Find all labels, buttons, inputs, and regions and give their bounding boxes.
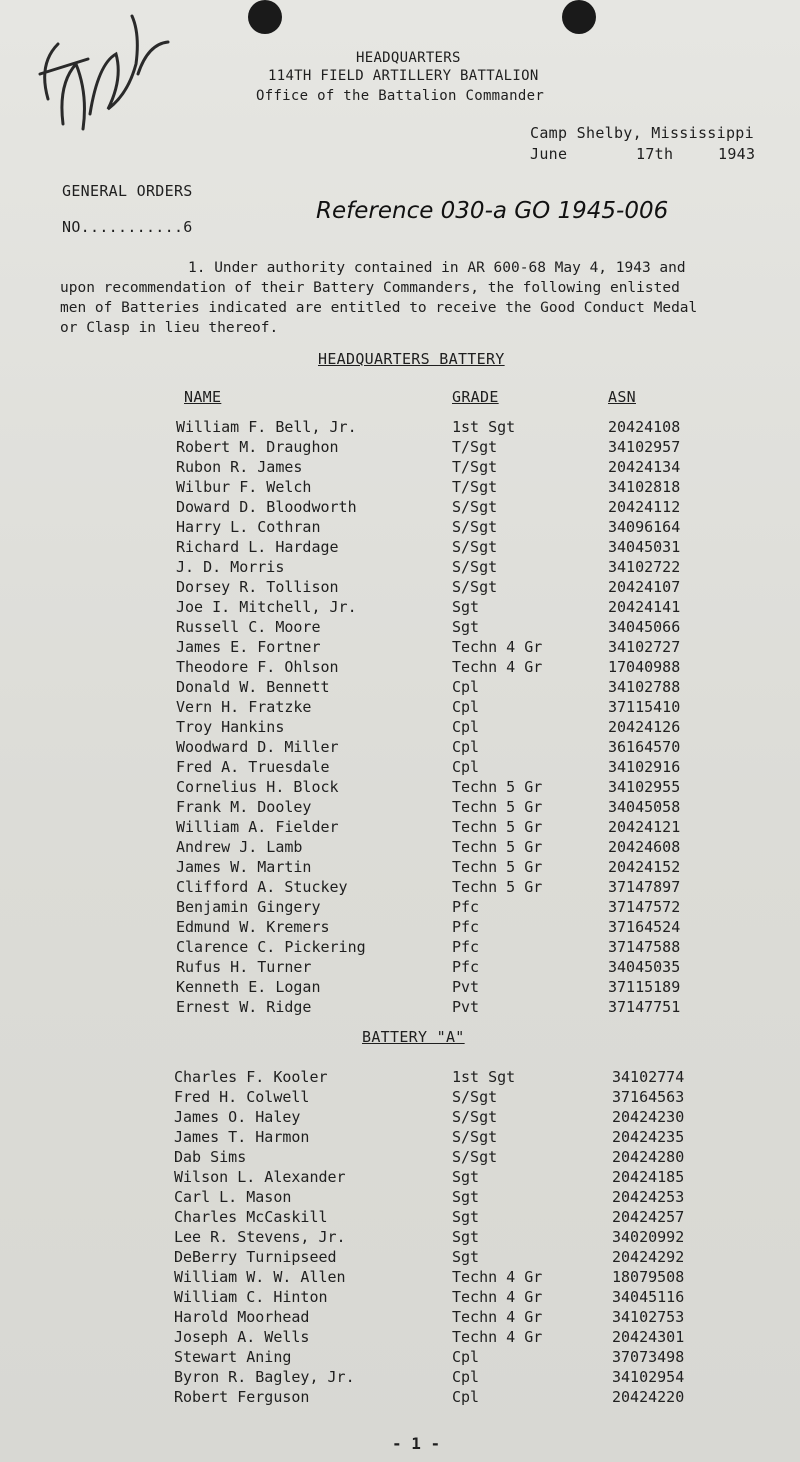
- roster-asn: 20424134: [608, 458, 681, 476]
- roster-row: [0, 578, 800, 598]
- roster-name: Rufus H. Turner: [176, 958, 312, 976]
- roster-name: Benjamin Gingery: [176, 898, 321, 916]
- roster-asn: 20424220: [612, 1388, 685, 1406]
- roster-name: J. D. Morris: [176, 558, 285, 576]
- paragraph-line: or Clasp in lieu thereof.: [60, 320, 279, 336]
- roster-grade: S/Sgt: [452, 1128, 498, 1146]
- roster-row: [0, 718, 800, 738]
- roster-grade: Techn 4 Gr: [452, 1268, 543, 1286]
- roster-grade: Techn 5 Gr: [452, 778, 543, 796]
- roster-asn: 34102916: [608, 758, 681, 776]
- roster-asn: 20424608: [608, 838, 681, 856]
- roster-row: [0, 418, 800, 438]
- roster-name: Doward D. Bloodworth: [176, 498, 357, 516]
- roster-name: Harry L. Cothran: [176, 518, 321, 536]
- roster-row: [0, 798, 800, 818]
- column-header-name: NAME: [184, 388, 222, 406]
- roster-row: [0, 538, 800, 558]
- roster-name: Troy Hankins: [176, 718, 285, 736]
- paragraph-line: 1. Under authority contained in AR 600-68 May 4, 1943 and: [188, 260, 686, 276]
- roster-row: [0, 1308, 800, 1328]
- roster-name: Robert Ferguson: [174, 1388, 310, 1406]
- orders-number: NO...........6: [62, 218, 193, 236]
- roster-name: Charles F. Kooler: [174, 1068, 328, 1086]
- roster-row: [0, 1188, 800, 1208]
- roster-name: Wilson L. Alexander: [174, 1168, 346, 1186]
- roster-row: [0, 678, 800, 698]
- roster-asn: 20424121: [608, 818, 681, 836]
- roster-grade: Techn 5 Gr: [452, 878, 543, 896]
- roster-grade: Pfc: [452, 938, 480, 956]
- roster-row: [0, 698, 800, 718]
- roster-row: [0, 958, 800, 978]
- roster-asn: 34102957: [608, 438, 681, 456]
- date-day: 17th: [636, 145, 674, 163]
- paragraph-line: men of Batteries indicated are entitled to receive the Good Conduct Medal: [60, 300, 698, 316]
- roster-name: Edmund W. Kremers: [176, 918, 330, 936]
- roster-row: [0, 558, 800, 578]
- roster-grade: Techn 4 Gr: [452, 1328, 543, 1346]
- roster-asn: 37147572: [608, 898, 681, 916]
- roster-row: [0, 458, 800, 478]
- roster-row: [0, 1368, 800, 1388]
- roster-name: Clarence C. Pickering: [176, 938, 366, 956]
- roster-grade: S/Sgt: [452, 1108, 498, 1126]
- roster-name: Frank M. Dooley: [176, 798, 312, 816]
- roster-grade: S/Sgt: [452, 1088, 498, 1106]
- roster-grade: Cpl: [452, 1388, 480, 1406]
- roster-name: Theodore F. Ohlson: [176, 658, 339, 676]
- roster-grade: Cpl: [452, 758, 480, 776]
- roster-name: James O. Haley: [174, 1108, 301, 1126]
- roster-row: [0, 818, 800, 838]
- roster-name: William W. W. Allen: [174, 1268, 346, 1286]
- roster-asn: 37147751: [608, 998, 681, 1016]
- roster-grade: Sgt: [452, 1208, 480, 1226]
- roster-name: James E. Fortner: [176, 638, 321, 656]
- roster-grade: Techn 5 Gr: [452, 838, 543, 856]
- column-header-asn: ASN: [608, 388, 636, 406]
- roster-row: [0, 1228, 800, 1248]
- roster-grade: Techn 5 Gr: [452, 818, 543, 836]
- roster-row: [0, 498, 800, 518]
- roster-grade: S/Sgt: [452, 558, 498, 576]
- roster-row: [0, 638, 800, 658]
- roster-row: [0, 838, 800, 858]
- roster-asn: 37147897: [608, 878, 681, 896]
- battery-a-roster: [0, 1068, 800, 1408]
- roster-name: Lee R. Stevens, Jr.: [174, 1228, 346, 1246]
- roster-name: Woodward D. Miller: [176, 738, 339, 756]
- roster-grade: Pfc: [452, 918, 480, 936]
- roster-name: Andrew J. Lamb: [176, 838, 303, 856]
- roster-asn: 34102774: [612, 1068, 685, 1086]
- date-month: June: [530, 145, 568, 163]
- order-paragraph: [60, 258, 760, 338]
- roster-grade: T/Sgt: [452, 478, 498, 496]
- roster-grade: S/Sgt: [452, 498, 498, 516]
- roster-row: [0, 1108, 800, 1128]
- roster-name: Rubon R. James: [176, 458, 303, 476]
- roster-name: Wilbur F. Welch: [176, 478, 312, 496]
- roster-grade: Pvt: [452, 978, 480, 996]
- roster-grade: T/Sgt: [452, 458, 498, 476]
- roster-grade: Techn 4 Gr: [452, 1288, 543, 1306]
- roster-asn: 20424126: [608, 718, 681, 736]
- roster-row: [0, 438, 800, 458]
- roster-name: Vern H. Fratzke: [176, 698, 312, 716]
- roster-name: Fred H. Colwell: [174, 1088, 310, 1106]
- hq-battery-roster: [0, 418, 800, 1018]
- roster-grade: Sgt: [452, 1168, 480, 1186]
- roster-row: [0, 938, 800, 958]
- roster-name: Fred A. Truesdale: [176, 758, 330, 776]
- roster-name: William F. Bell, Jr.: [176, 418, 357, 436]
- header-line-3: Office of the Battalion Commander: [256, 88, 545, 104]
- roster-row: [0, 1288, 800, 1308]
- roster-grade: Cpl: [452, 1348, 480, 1366]
- roster-asn: 34045031: [608, 538, 681, 556]
- roster-grade: S/Sgt: [452, 518, 498, 536]
- roster-asn: 34096164: [608, 518, 681, 536]
- section-title-a: BATTERY "A": [362, 1028, 465, 1046]
- roster-row: [0, 998, 800, 1018]
- roster-name: Joseph A. Wells: [174, 1328, 310, 1346]
- roster-row: [0, 898, 800, 918]
- roster-name: Robert M. Draughon: [176, 438, 339, 456]
- roster-asn: 34102955: [608, 778, 681, 796]
- roster-row: [0, 1348, 800, 1368]
- roster-asn: 20424108: [608, 418, 681, 436]
- roster-name: Stewart Aning: [174, 1348, 292, 1366]
- roster-grade: Pfc: [452, 958, 480, 976]
- roster-grade: Sgt: [452, 1248, 480, 1266]
- punch-hole-left: [248, 0, 282, 34]
- roster-name: Kenneth E. Logan: [176, 978, 321, 996]
- roster-asn: 18079508: [612, 1268, 685, 1286]
- roster-row: [0, 1268, 800, 1288]
- roster-asn: 20424230: [612, 1108, 685, 1126]
- roster-grade: Techn 5 Gr: [452, 798, 543, 816]
- roster-row: [0, 758, 800, 778]
- roster-row: [0, 978, 800, 998]
- roster-row: [0, 478, 800, 498]
- roster-row: [0, 1128, 800, 1148]
- roster-row: [0, 1388, 800, 1408]
- roster-asn: 34102818: [608, 478, 681, 496]
- roster-grade: Sgt: [452, 1228, 480, 1246]
- roster-asn: 34102954: [612, 1368, 685, 1386]
- roster-name: James W. Martin: [176, 858, 312, 876]
- roster-row: [0, 1248, 800, 1268]
- roster-row: [0, 1088, 800, 1108]
- roster-row: [0, 918, 800, 938]
- roster-asn: 34045066: [608, 618, 681, 636]
- roster-row: [0, 598, 800, 618]
- roster-asn: 20424141: [608, 598, 681, 616]
- roster-asn: 37147588: [608, 938, 681, 956]
- roster-grade: Techn 5 Gr: [452, 858, 543, 876]
- header-line-2: 114TH FIELD ARTILLERY BATTALION: [268, 68, 539, 84]
- roster-name: William A. Fielder: [176, 818, 339, 836]
- roster-asn: 34020992: [612, 1228, 685, 1246]
- roster-asn: 34102753: [612, 1308, 685, 1326]
- roster-name: Clifford A. Stuckey: [176, 878, 348, 896]
- roster-grade: Sgt: [452, 1188, 480, 1206]
- page-number: - 1 -: [392, 1434, 441, 1453]
- roster-asn: 20424185: [612, 1168, 685, 1186]
- roster-name: Joe I. Mitchell, Jr.: [176, 598, 357, 616]
- roster-name: Cornelius H. Block: [176, 778, 339, 796]
- roster-row: [0, 778, 800, 798]
- roster-asn: 34102727: [608, 638, 681, 656]
- roster-asn: 20424257: [612, 1208, 685, 1226]
- roster-asn: 34045058: [608, 798, 681, 816]
- roster-asn: 20424107: [608, 578, 681, 596]
- roster-asn: 20424292: [612, 1248, 685, 1266]
- roster-asn: 37073498: [612, 1348, 685, 1366]
- roster-grade: 1st Sgt: [452, 418, 516, 436]
- roster-grade: S/Sgt: [452, 578, 498, 596]
- roster-asn: 37164524: [608, 918, 681, 936]
- roster-grade: Techn 4 Gr: [452, 1308, 543, 1326]
- roster-row: [0, 1068, 800, 1088]
- roster-asn: 20424280: [612, 1148, 685, 1166]
- roster-grade: 1st Sgt: [452, 1068, 516, 1086]
- roster-asn: 20424152: [608, 858, 681, 876]
- roster-grade: Cpl: [452, 718, 480, 736]
- roster-grade: Cpl: [452, 678, 480, 696]
- roster-grade: T/Sgt: [452, 438, 498, 456]
- roster-row: [0, 1168, 800, 1188]
- roster-row: [0, 1208, 800, 1228]
- roster-name: Richard L. Hardage: [176, 538, 339, 556]
- section-title-hq: HEADQUARTERS BATTERY: [318, 350, 505, 368]
- roster-asn: 17040988: [608, 658, 681, 676]
- roster-name: Dorsey R. Tollison: [176, 578, 339, 596]
- roster-row: [0, 1328, 800, 1348]
- roster-grade: Pvt: [452, 998, 480, 1016]
- orders-title: GENERAL ORDERS: [62, 182, 193, 200]
- roster-asn: 34102788: [608, 678, 681, 696]
- roster-row: [0, 858, 800, 878]
- roster-grade: Pfc: [452, 898, 480, 916]
- roster-asn: 34045035: [608, 958, 681, 976]
- roster-asn: 37115410: [608, 698, 681, 716]
- roster-grade: Techn 4 Gr: [452, 658, 543, 676]
- roster-asn: 34102722: [608, 558, 681, 576]
- roster-grade: S/Sgt: [452, 538, 498, 556]
- roster-name: Russell C. Moore: [176, 618, 321, 636]
- roster-name: James T. Harmon: [174, 1128, 310, 1146]
- header-line-1: HEADQUARTERS: [356, 50, 461, 66]
- roster-asn: 20424112: [608, 498, 681, 516]
- roster-grade: Sgt: [452, 598, 480, 616]
- handwritten-annotation: [28, 4, 188, 164]
- roster-name: Dab Sims: [174, 1148, 247, 1166]
- roster-grade: Cpl: [452, 738, 480, 756]
- roster-asn: 20424235: [612, 1128, 685, 1146]
- roster-grade: Sgt: [452, 618, 480, 636]
- column-header-grade: GRADE: [452, 388, 499, 406]
- roster-name: Ernest W. Ridge: [176, 998, 312, 1016]
- roster-grade: Cpl: [452, 698, 480, 716]
- roster-asn: 34045116: [612, 1288, 685, 1306]
- punch-hole-right: [562, 0, 596, 34]
- roster-row: [0, 618, 800, 638]
- roster-row: [0, 518, 800, 538]
- place: Camp Shelby, Mississippi: [530, 124, 754, 142]
- date-year: 1943: [718, 145, 756, 163]
- roster-grade: Techn 4 Gr: [452, 638, 543, 656]
- roster-asn: 37164563: [612, 1088, 685, 1106]
- roster-row: [0, 658, 800, 678]
- roster-name: Charles McCaskill: [174, 1208, 328, 1226]
- roster-asn: 20424301: [612, 1328, 685, 1346]
- roster-grade: S/Sgt: [452, 1148, 498, 1166]
- roster-asn: 37115189: [608, 978, 681, 996]
- roster-row: [0, 738, 800, 758]
- roster-row: [0, 878, 800, 898]
- roster-name: DeBerry Turnipseed: [174, 1248, 337, 1266]
- roster-row: [0, 1148, 800, 1168]
- roster-asn: 20424253: [612, 1188, 685, 1206]
- roster-grade: Cpl: [452, 1368, 480, 1386]
- roster-asn: 36164570: [608, 738, 681, 756]
- paragraph-line: upon recommendation of their Battery Commanders, the following enlisted: [60, 280, 680, 296]
- reference-overlay: Reference 030-a GO 1945-006: [316, 198, 669, 224]
- roster-name: Harold Moorhead: [174, 1308, 310, 1326]
- roster-name: Byron R. Bagley, Jr.: [174, 1368, 355, 1386]
- roster-name: William C. Hinton: [174, 1288, 328, 1306]
- roster-name: Carl L. Mason: [174, 1188, 292, 1206]
- roster-name: Donald W. Bennett: [176, 678, 330, 696]
